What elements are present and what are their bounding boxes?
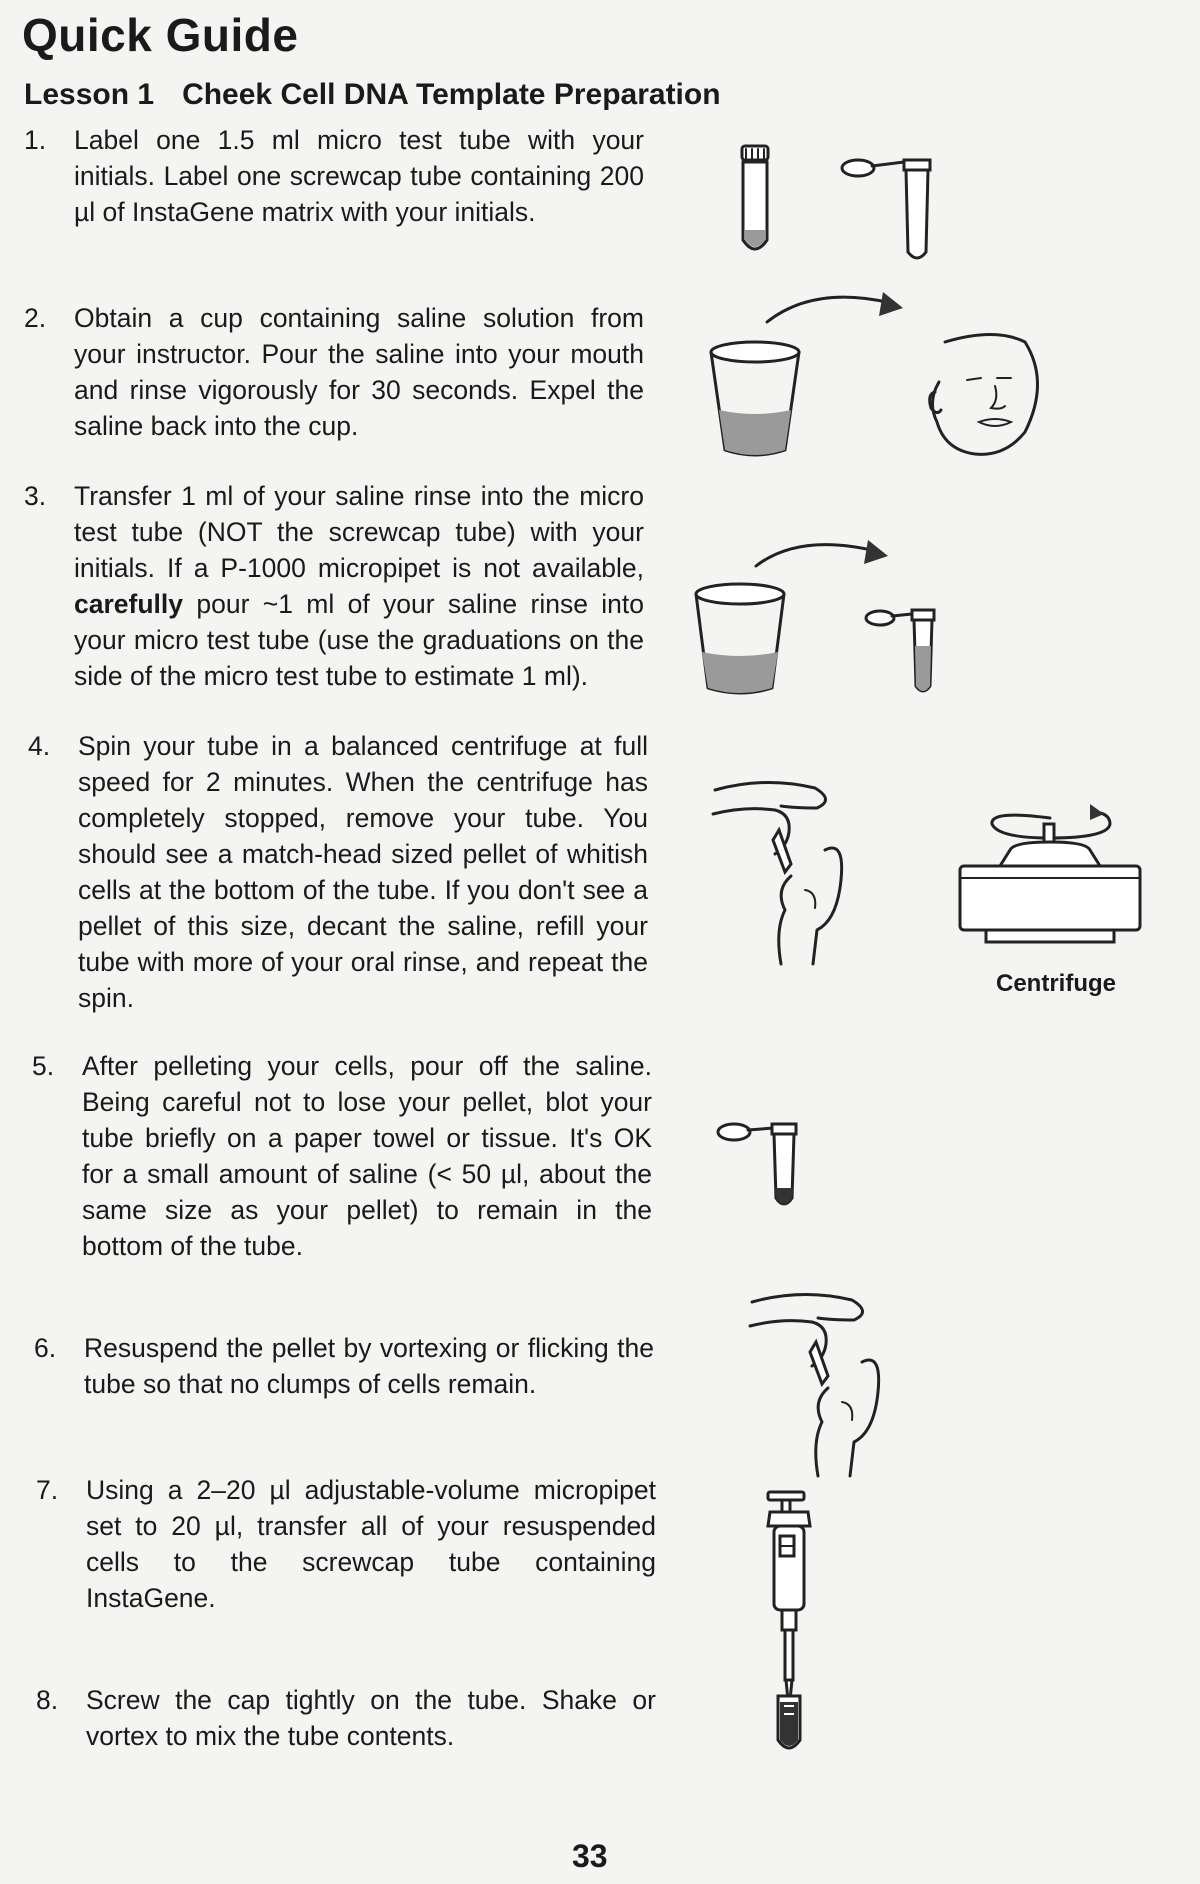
step-number: 1. <box>24 125 47 155</box>
step-number: 7. <box>36 1475 59 1505</box>
step-text <box>74 478 644 694</box>
step-number: 5. <box>32 1051 55 1081</box>
micro-test-tube-icon <box>718 1124 796 1204</box>
micro-test-tube-icon <box>842 160 930 258</box>
step-1 <box>24 122 644 230</box>
figure-cup-face <box>705 282 1050 482</box>
step-text: Resuspend the pellet by vortexing or flicking the tube so that no clumps of cells remain. <box>84 1333 654 1399</box>
step-number: 3. <box>24 481 47 511</box>
step-7 <box>36 1472 656 1616</box>
centrifuge-icon <box>960 824 1140 942</box>
step-text-part: pour ~1 ml of your saline rinse into your micro test tube (use the graduations on the side of the micro test tube to estimate 1 ml). <box>74 589 644 691</box>
lesson-heading <box>24 78 721 112</box>
step-number: 6. <box>34 1333 57 1363</box>
micro-test-tube-icon <box>866 610 934 691</box>
figure-centrifuge <box>950 800 1150 950</box>
page-title: Quick Guide <box>22 9 299 61</box>
step-number: 2. <box>24 303 47 333</box>
cup-icon <box>696 584 784 693</box>
step-text-part: Transfer 1 ml of your saline rinse into the micro test tube (NOT the screwcap tube) with your initials. If a P-1000 micropipet is not available, <box>74 481 644 583</box>
step-text-bold: carefully <box>74 589 184 619</box>
step-text: Label one 1.5 ml micro test tube with your initials. Label one screwcap tube containing 200 µl of InstaGene matrix with your initials. <box>74 125 644 227</box>
cup-icon <box>711 342 799 455</box>
figure-micropipet <box>748 1490 848 1760</box>
arrow-icon <box>767 292 903 322</box>
step-number: 4. <box>28 731 51 761</box>
page-number: 33 <box>572 1838 608 1874</box>
figure-hand-flick <box>742 1292 912 1482</box>
micropipet-icon <box>768 1492 810 1700</box>
face-icon <box>930 335 1038 455</box>
step-text: Screw the cap tightly on the tube. Shake or vortex to mix the tube contents. <box>86 1685 656 1751</box>
step-text: Obtain a cup containing saline solution from your instructor. Pour the saline into your mouth and rinse vigorously for 30 seconds. Expel the saline back into the cup. <box>74 303 644 441</box>
figure-open-tube <box>712 1108 812 1218</box>
figure-tubes <box>720 140 940 270</box>
screwcap-tube-icon <box>742 146 768 249</box>
step-4 <box>28 728 648 1016</box>
lesson-number: Lesson 1 <box>24 78 155 111</box>
figure-hand-tube <box>705 780 875 970</box>
hand-icon <box>750 1294 879 1476</box>
screwcap-tube-icon <box>778 1696 800 1748</box>
step-text: After pelleting your cells, pour off the saline. Being careful not to lose your pellet, blot your tube briefly on a paper towel or tissue. It's OK for a small amount of saline (< 50 µl, about the same size as your pellet) to remain in the bottom of the tube. <box>82 1051 652 1261</box>
hand-icon <box>713 782 842 964</box>
figure-cup-tube <box>690 528 970 708</box>
step-2 <box>24 300 644 444</box>
arrow-icon <box>756 540 888 566</box>
lesson-title: Cheek Cell DNA Template Preparation <box>182 78 721 111</box>
step-text: Using a 2–20 µl adjustable-volume micropipet set to 20 µl, transfer all of your resuspended cells to the screwcap tube containing InstaGene. <box>86 1475 656 1613</box>
step-3 <box>24 478 644 694</box>
figure-caption: Centrifuge <box>996 970 1116 997</box>
step-number: 8. <box>36 1685 59 1715</box>
step-8 <box>36 1682 656 1754</box>
step-6 <box>34 1330 654 1402</box>
step-5 <box>32 1048 652 1264</box>
step-text: Spin your tube in a balanced centrifuge at full speed for 2 minutes. When the centrifuge has completely stopped, remove your tube. You should see a match-head sized pellet of whitish cells at the bottom of the tube. If you don't see a pellet of this size, decant the saline, refill your tube with more of your oral rinse, and repeat the spin. <box>78 731 648 1013</box>
